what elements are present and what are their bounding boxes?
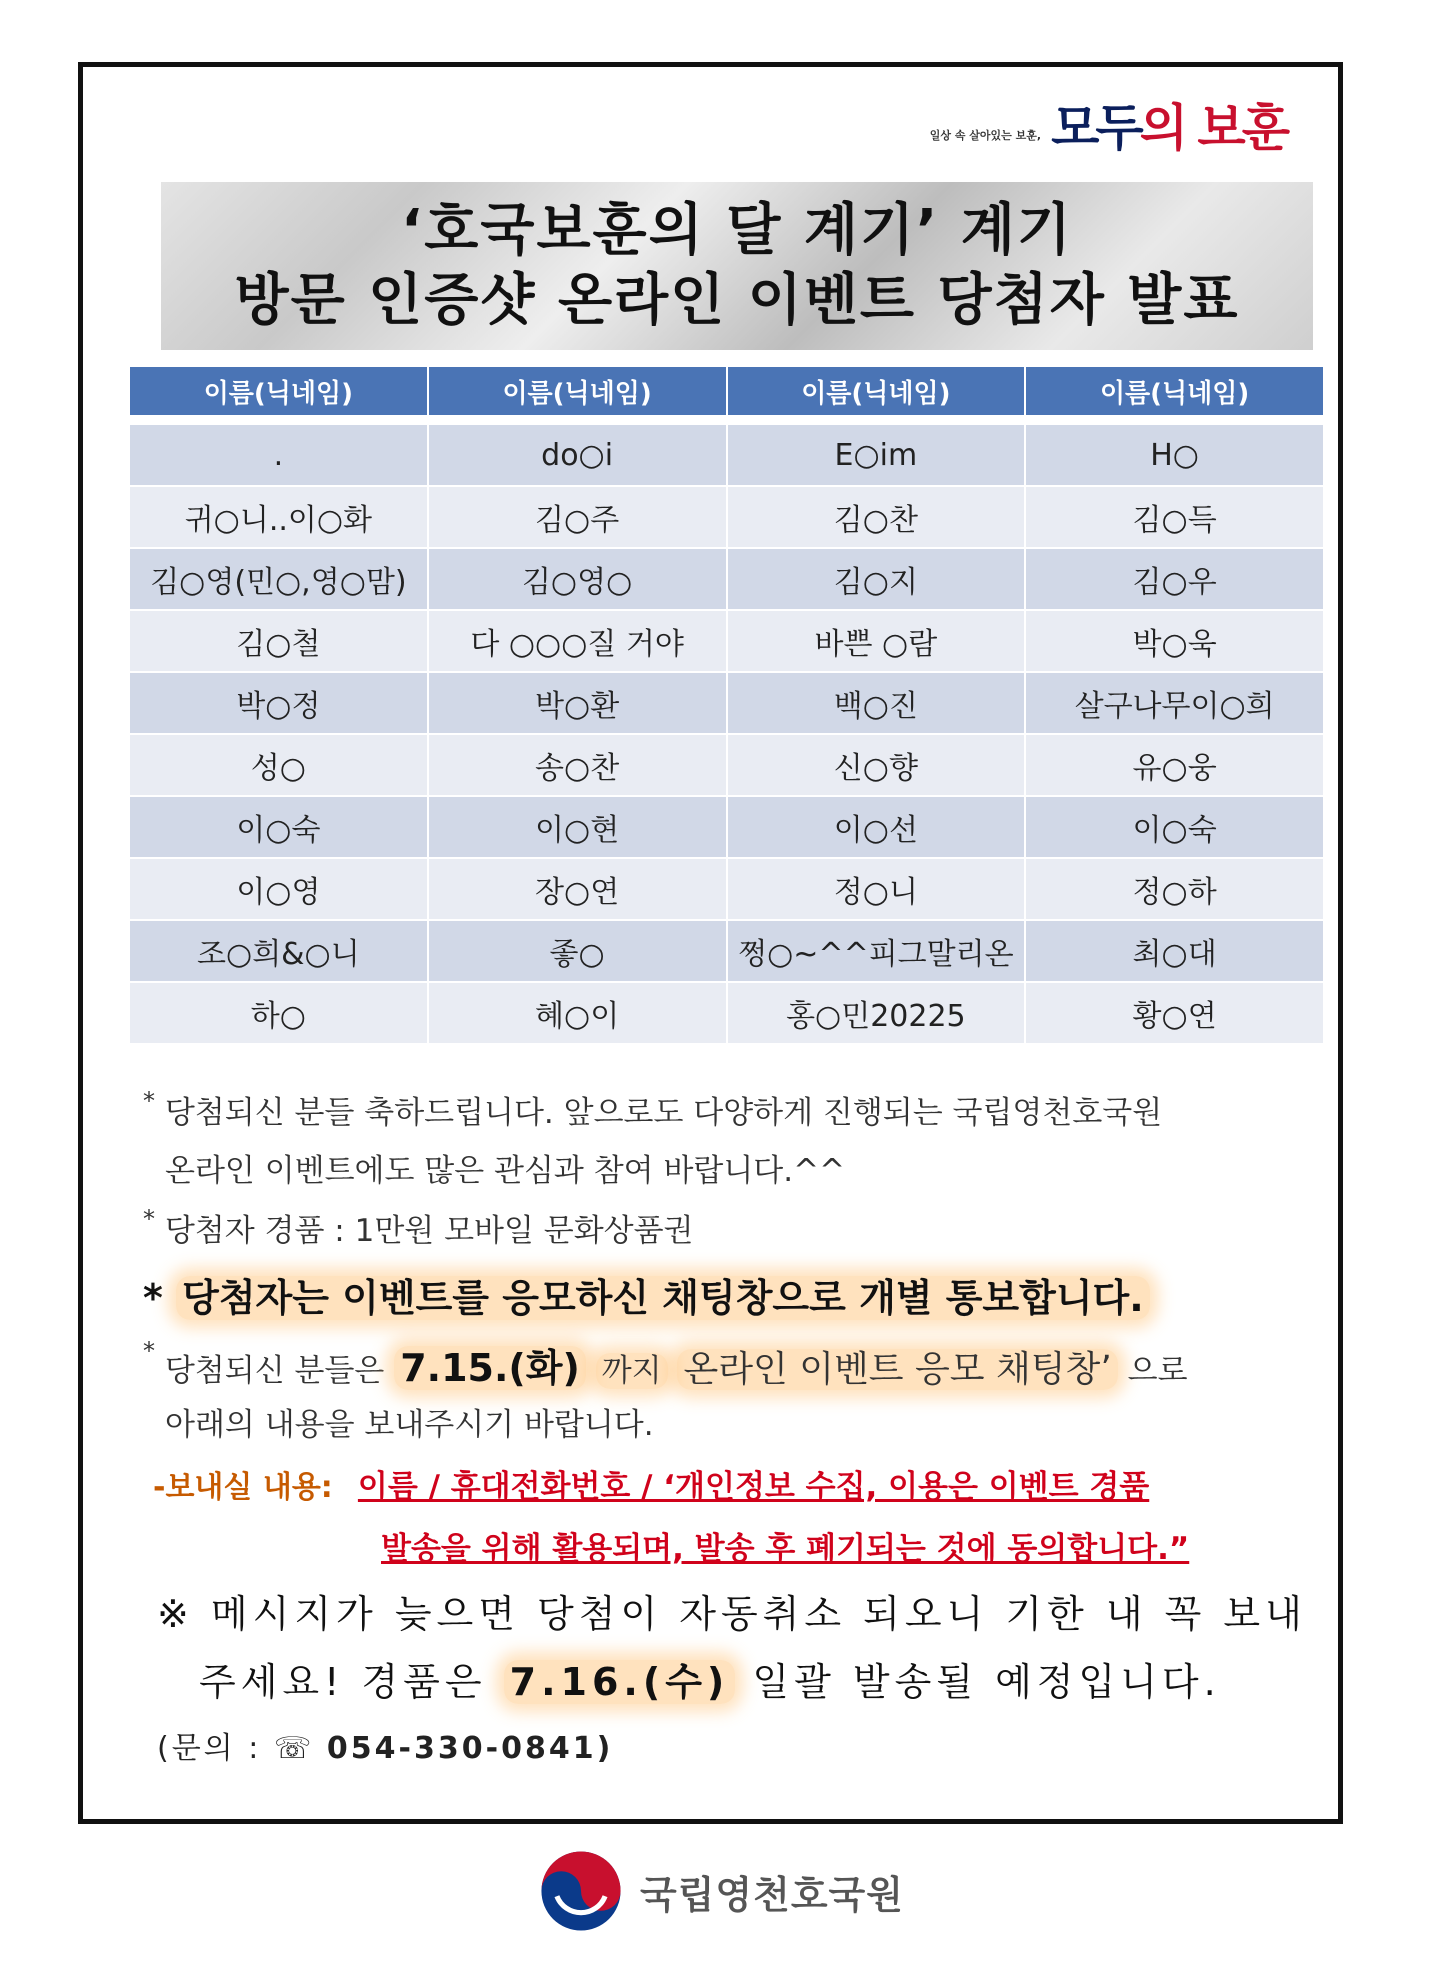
title-line-1: ‘호국보훈의 달 계기’ 계기 [401, 198, 1073, 263]
table-cell: 혜○이 [429, 983, 726, 1045]
table-cell: 쩡○~^^피그말리온 [728, 921, 1025, 983]
table-cell: 정○하 [1026, 859, 1323, 921]
table-cell: 바쁜 ○람 [728, 611, 1025, 673]
table-cell: 이○숙 [130, 797, 427, 859]
table-row [130, 549, 1323, 611]
table-cell: E○im [728, 425, 1025, 487]
table-cell: 좋○ [429, 921, 726, 983]
table-row [130, 425, 1323, 487]
table-cell: 황○연 [1026, 983, 1323, 1045]
table-row [130, 611, 1323, 673]
table-cell: 송○찬 [429, 735, 726, 797]
title-line-2: 방문 인증샷 온라인 이벤트 당첨자 발표 [234, 268, 1240, 333]
table-cell: 김○득 [1026, 487, 1323, 549]
content-line-2: 발송을 위해 활용되며, 발송 후 폐기되는 것에 동의합니다.” [381, 1531, 1190, 1567]
column-header: 이름(닉네임) [130, 367, 427, 415]
table-cell: 김○지 [728, 549, 1025, 611]
table-cell: 살구나무이○희 [1026, 673, 1323, 735]
table-row [130, 797, 1323, 859]
table-cell: 김○영○ [429, 549, 726, 611]
table-cell: 성○ [130, 735, 427, 797]
congrats-line-2: 온라인 이벤트에도 많은 관심과 참여 바랍니다.^^ [165, 1153, 846, 1189]
table-cell: 조○희&○니 [130, 921, 427, 983]
table-cell: 김○찬 [728, 487, 1025, 549]
table-cell: 하○ [130, 983, 427, 1045]
table-header-row [130, 367, 1323, 415]
table-row [130, 921, 1323, 983]
send-line-2: 아래의 내용을 보내주시기 바랍니다. [165, 1407, 654, 1443]
table-cell: 이○영 [130, 859, 427, 921]
warning-line-1: ※ 메시지가 늦으면 당첨이 자동취소 되오니 기한 내 꼭 보내 [157, 1592, 1307, 1636]
table-row [130, 487, 1323, 549]
table-row [130, 735, 1323, 797]
shipping-date: 7.16.(수) [504, 1660, 736, 1704]
table-cell: 김○주 [429, 487, 726, 549]
contact-line: (문의 : ☏ 054-330-0841) [157, 1731, 614, 1766]
table-cell: 유○웅 [1026, 735, 1323, 797]
notify-line: * 당첨자는 이벤트를 응모하신 채팅창으로 개별 통보합니다. [143, 1267, 1150, 1322]
prize-line: * 당첨자 경품 : 1만원 모바일 문화상품권 [143, 1205, 694, 1249]
content-label: -보내실 내용: [153, 1470, 333, 1505]
table-cell: 장○연 [429, 859, 726, 921]
table-cell: 이○선 [728, 797, 1025, 859]
table-cell: 신○향 [728, 735, 1025, 797]
column-header: 이름(닉네임) [429, 367, 726, 415]
table-row [130, 673, 1323, 735]
table-cell: H○ [1026, 425, 1323, 487]
table-row [130, 983, 1323, 1045]
table-row [130, 859, 1323, 921]
table-cell: 박○정 [130, 673, 427, 735]
logo-tagline: 일상 속 살아있는 보훈, [929, 129, 1042, 142]
content-line-1: -보내실 내용: 이름 / 휴대전화번호 / ‘개인정보 수집, 이용은 이벤트 경품 [153, 1469, 1150, 1505]
table-cell: 김○영(민○,영○맘) [130, 549, 427, 611]
winners-table [128, 367, 1325, 1045]
congrats-line-1: * 당첨되신 분들 축하드립니다. 앞으로도 다양하게 진행되는 국립영천호국원 [143, 1087, 1163, 1131]
column-header: 이름(닉네임) [728, 367, 1025, 415]
table-cell: 이○숙 [1026, 797, 1323, 859]
table-cell: 백○진 [728, 673, 1025, 735]
table-cell: 최○대 [1026, 921, 1323, 983]
table-cell: 홍○민20225 [728, 983, 1025, 1045]
poster-frame [78, 62, 1343, 1824]
table-cell: 이○현 [429, 797, 726, 859]
column-header: 이름(닉네임) [1026, 367, 1323, 415]
brand-logo [929, 99, 1286, 157]
table-cell: 박○욱 [1026, 611, 1323, 673]
phone-icon: ☏ [273, 1731, 315, 1766]
table-cell: 박○환 [429, 673, 726, 735]
table-cell: 김○철 [130, 611, 427, 673]
table-cell: do○i [429, 425, 726, 487]
table-cell: 김○우 [1026, 549, 1323, 611]
logo-wordmark: 모두의 보훈 [1051, 99, 1286, 157]
footer-emblem [538, 1848, 904, 1934]
table-cell: 다 ○○○질 거야 [429, 611, 726, 673]
taegeuk-emblem-icon [538, 1848, 624, 1934]
organization-name: 국립영천호국원 [640, 1872, 904, 1917]
send-deadline: 7.15.(화) [394, 1346, 586, 1390]
table-cell: . [130, 425, 427, 487]
table-cell: 정○니 [728, 859, 1025, 921]
warning-line-2: 주세요! 경품은 7.16.(수) 일괄 발송될 예정입니다. [199, 1660, 1221, 1704]
title-banner [161, 182, 1313, 350]
table-cell: 귀○니..이○화 [130, 487, 427, 549]
send-instruction-line: * 당첨되신 분들은 7.15.(화) 까지 온라인 이벤트 응모 채팅창’ 으로 [143, 1337, 1188, 1390]
